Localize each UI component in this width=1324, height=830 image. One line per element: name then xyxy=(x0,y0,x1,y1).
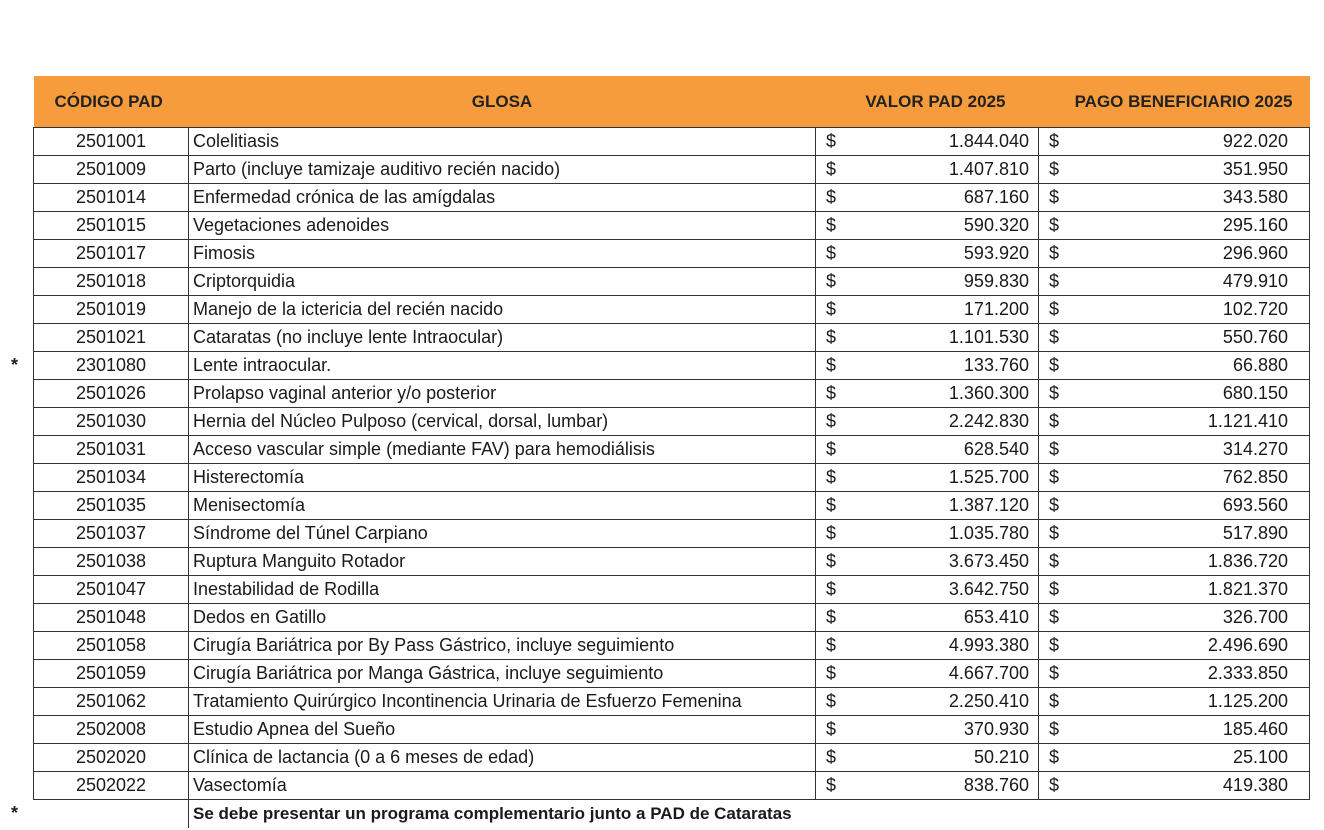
currency-symbol: $ xyxy=(1049,271,1060,291)
table-row xyxy=(34,520,1310,548)
currency-symbol: $ xyxy=(826,663,837,683)
cell-code: 2501058 xyxy=(34,632,189,660)
currency-symbol: $ xyxy=(826,411,837,431)
pago-amount: 66.880 xyxy=(1232,355,1288,375)
cell-code: 2502008 xyxy=(34,716,189,744)
currency-symbol: $ xyxy=(1049,355,1060,375)
currency-symbol: $ xyxy=(1049,243,1060,263)
currency-symbol: $ xyxy=(826,523,837,543)
header-pago: PAGO BENEFICIARIO 2025 xyxy=(1039,76,1310,128)
header-valor: VALOR PAD 2025 xyxy=(816,76,1039,128)
pago-amount: 185.460 xyxy=(1222,719,1288,739)
cell-pago xyxy=(1039,352,1310,380)
cell-glosa: Criptorquidia xyxy=(189,268,816,296)
currency-symbol: $ xyxy=(826,467,837,487)
cell-code: 2501048 xyxy=(34,604,189,632)
valor-amount: 590.320 xyxy=(963,215,1029,235)
cell-code: 2501059 xyxy=(34,660,189,688)
valor-amount: 1.844.040 xyxy=(948,131,1029,151)
table-row xyxy=(34,604,1310,632)
cell-glosa: Menisectomía xyxy=(189,492,816,520)
table-row xyxy=(34,492,1310,520)
cell-pago xyxy=(1039,408,1310,436)
cell-valor xyxy=(816,688,1039,716)
pad-price-table xyxy=(33,76,1310,828)
currency-symbol: $ xyxy=(1049,775,1060,795)
currency-symbol: $ xyxy=(826,383,837,403)
pago-amount: 102.720 xyxy=(1222,299,1288,319)
cell-valor xyxy=(816,744,1039,772)
cell-pago xyxy=(1039,380,1310,408)
cell-code: 2501047 xyxy=(34,576,189,604)
currency-symbol: $ xyxy=(826,243,837,263)
table-row xyxy=(34,296,1310,324)
cell-valor xyxy=(816,576,1039,604)
currency-symbol: $ xyxy=(826,719,837,739)
cell-valor xyxy=(816,772,1039,800)
table-row xyxy=(34,352,1310,380)
currency-symbol: $ xyxy=(826,271,837,291)
table-row xyxy=(34,660,1310,688)
cell-valor xyxy=(816,296,1039,324)
cell-pago xyxy=(1039,492,1310,520)
cell-glosa: Vasectomía xyxy=(189,772,816,800)
cell-code: 2501026 xyxy=(34,380,189,408)
pago-amount: 1.821.370 xyxy=(1207,579,1288,599)
pago-amount: 479.910 xyxy=(1222,271,1288,291)
currency-symbol: $ xyxy=(826,691,837,711)
table-body xyxy=(34,128,1310,829)
cell-code: 2501014 xyxy=(34,184,189,212)
cell-valor xyxy=(816,492,1039,520)
table-row xyxy=(34,324,1310,352)
pago-amount: 25.100 xyxy=(1232,747,1288,767)
currency-symbol: $ xyxy=(826,159,837,179)
valor-amount: 3.642.750 xyxy=(948,579,1029,599)
table-row xyxy=(34,408,1310,436)
valor-amount: 171.200 xyxy=(963,299,1029,319)
asterisk-marker-lente: * xyxy=(11,355,19,375)
valor-amount: 1.407.810 xyxy=(948,159,1029,179)
pago-amount: 1.125.200 xyxy=(1207,691,1288,711)
table-row xyxy=(34,436,1310,464)
pago-amount: 326.700 xyxy=(1222,607,1288,627)
valor-amount: 1.360.300 xyxy=(948,383,1029,403)
cell-glosa: Cirugía Bariátrica por Manga Gástrica, incluye seguimiento xyxy=(189,660,816,688)
cell-code: 2501031 xyxy=(34,436,189,464)
cell-glosa: Inestabilidad de Rodilla xyxy=(189,576,816,604)
cell-valor xyxy=(816,240,1039,268)
currency-symbol: $ xyxy=(826,131,837,151)
cell-code: 2501030 xyxy=(34,408,189,436)
note-empty-cell xyxy=(34,800,189,829)
cell-glosa: Parto (incluye tamizaje auditivo recién nacido) xyxy=(189,156,816,184)
cell-glosa: Lente intraocular. xyxy=(189,352,816,380)
valor-amount: 838.760 xyxy=(963,775,1029,795)
cell-glosa: Vegetaciones adenoides xyxy=(189,212,816,240)
pago-amount: 296.960 xyxy=(1222,243,1288,263)
cell-glosa: Manejo de la ictericia del recién nacido xyxy=(189,296,816,324)
currency-symbol: $ xyxy=(1049,691,1060,711)
currency-symbol: $ xyxy=(826,215,837,235)
valor-amount: 628.540 xyxy=(963,439,1029,459)
cell-code: 2501038 xyxy=(34,548,189,576)
currency-symbol: $ xyxy=(826,775,837,795)
cell-pago xyxy=(1039,688,1310,716)
cell-pago xyxy=(1039,772,1310,800)
cell-pago xyxy=(1039,744,1310,772)
pago-amount: 343.580 xyxy=(1222,187,1288,207)
table-row xyxy=(34,744,1310,772)
cell-glosa: Acceso vascular simple (mediante FAV) para hemodiálisis xyxy=(189,436,816,464)
cell-valor xyxy=(816,156,1039,184)
valor-amount: 4.667.700 xyxy=(948,663,1029,683)
cell-valor xyxy=(816,352,1039,380)
table-row xyxy=(34,212,1310,240)
cell-valor xyxy=(816,548,1039,576)
valor-amount: 959.830 xyxy=(963,271,1029,291)
cell-glosa: Histerectomía xyxy=(189,464,816,492)
asterisk-marker-note: * xyxy=(11,803,19,823)
currency-symbol: $ xyxy=(826,495,837,515)
cell-valor xyxy=(816,464,1039,492)
cell-pago xyxy=(1039,156,1310,184)
cell-pago xyxy=(1039,128,1310,156)
cell-valor xyxy=(816,380,1039,408)
currency-symbol: $ xyxy=(1049,747,1060,767)
cell-valor xyxy=(816,632,1039,660)
currency-symbol: $ xyxy=(826,187,837,207)
pago-amount: 1.121.410 xyxy=(1207,411,1288,431)
cell-valor xyxy=(816,184,1039,212)
cell-code: 2501018 xyxy=(34,268,189,296)
cell-code: 2502022 xyxy=(34,772,189,800)
currency-symbol: $ xyxy=(826,299,837,319)
currency-symbol: $ xyxy=(826,635,837,655)
cell-valor xyxy=(816,436,1039,464)
header-code: CÓDIGO PAD xyxy=(34,76,189,128)
cell-valor xyxy=(816,268,1039,296)
cell-glosa: Estudio Apnea del Sueño xyxy=(189,716,816,744)
valor-amount: 1.387.120 xyxy=(948,495,1029,515)
table-row xyxy=(34,128,1310,156)
cell-glosa: Colelitiasis xyxy=(189,128,816,156)
currency-symbol: $ xyxy=(1049,467,1060,487)
cell-glosa: Clínica de lactancia (0 a 6 meses de edad) xyxy=(189,744,816,772)
table-header-row xyxy=(34,76,1310,128)
cell-code: 2501001 xyxy=(34,128,189,156)
cell-pago xyxy=(1039,212,1310,240)
note-row xyxy=(34,800,1310,829)
cell-glosa: Hernia del Núcleo Pulposo (cervical, dorsal, lumbar) xyxy=(189,408,816,436)
cell-pago xyxy=(1039,632,1310,660)
currency-symbol: $ xyxy=(1049,215,1060,235)
pago-amount: 2.496.690 xyxy=(1207,635,1288,655)
currency-symbol: $ xyxy=(1049,579,1060,599)
currency-symbol: $ xyxy=(1049,495,1060,515)
cell-pago xyxy=(1039,464,1310,492)
pago-amount: 693.560 xyxy=(1222,495,1288,515)
table-row xyxy=(34,156,1310,184)
cell-glosa: Enfermedad crónica de las amígdalas xyxy=(189,184,816,212)
currency-symbol: $ xyxy=(1049,411,1060,431)
cell-code: 2501037 xyxy=(34,520,189,548)
cell-code: 2501021 xyxy=(34,324,189,352)
pago-amount: 351.950 xyxy=(1222,159,1288,179)
cell-glosa: Prolapso vaginal anterior y/o posterior xyxy=(189,380,816,408)
valor-amount: 370.930 xyxy=(963,719,1029,739)
table-row xyxy=(34,380,1310,408)
currency-symbol: $ xyxy=(826,551,837,571)
pago-amount: 314.270 xyxy=(1222,439,1288,459)
cell-code: 2501034 xyxy=(34,464,189,492)
valor-amount: 687.160 xyxy=(963,187,1029,207)
valor-amount: 1.101.530 xyxy=(948,327,1029,347)
table-row xyxy=(34,184,1310,212)
currency-symbol: $ xyxy=(1049,187,1060,207)
currency-symbol: $ xyxy=(1049,327,1060,347)
header-glosa: GLOSA xyxy=(189,76,816,128)
cell-valor xyxy=(816,604,1039,632)
cell-valor xyxy=(816,660,1039,688)
cell-pago xyxy=(1039,660,1310,688)
valor-amount: 2.242.830 xyxy=(948,411,1029,431)
currency-symbol: $ xyxy=(826,439,837,459)
pad-price-table-container xyxy=(33,76,1309,828)
cell-code: 2501009 xyxy=(34,156,189,184)
cell-code: 2301080 xyxy=(34,352,189,380)
table-row xyxy=(34,716,1310,744)
table-row xyxy=(34,688,1310,716)
table-row xyxy=(34,268,1310,296)
currency-symbol: $ xyxy=(826,579,837,599)
cell-valor xyxy=(816,408,1039,436)
cell-pago xyxy=(1039,268,1310,296)
currency-symbol: $ xyxy=(826,607,837,627)
pago-amount: 550.760 xyxy=(1222,327,1288,347)
table-row xyxy=(34,576,1310,604)
cell-glosa: Síndrome del Túnel Carpiano xyxy=(189,520,816,548)
currency-symbol: $ xyxy=(1049,299,1060,319)
pago-amount: 922.020 xyxy=(1222,131,1288,151)
table-row xyxy=(34,548,1310,576)
pago-amount: 1.836.720 xyxy=(1207,551,1288,571)
cell-valor xyxy=(816,128,1039,156)
cell-glosa: Ruptura Manguito Rotador xyxy=(189,548,816,576)
currency-symbol: $ xyxy=(1049,439,1060,459)
table-row xyxy=(34,464,1310,492)
currency-symbol: $ xyxy=(1049,159,1060,179)
cell-pago xyxy=(1039,240,1310,268)
cell-pago xyxy=(1039,716,1310,744)
table-row xyxy=(34,632,1310,660)
cell-pago xyxy=(1039,548,1310,576)
valor-amount: 133.760 xyxy=(963,355,1029,375)
currency-symbol: $ xyxy=(1049,635,1060,655)
currency-symbol: $ xyxy=(1049,719,1060,739)
cell-code: 2501015 xyxy=(34,212,189,240)
currency-symbol: $ xyxy=(1049,663,1060,683)
pago-amount: 295.160 xyxy=(1222,215,1288,235)
currency-symbol: $ xyxy=(1049,523,1060,543)
cell-valor xyxy=(816,716,1039,744)
valor-amount: 4.993.380 xyxy=(948,635,1029,655)
pago-amount: 517.890 xyxy=(1222,523,1288,543)
valor-amount: 2.250.410 xyxy=(948,691,1029,711)
currency-symbol: $ xyxy=(1049,607,1060,627)
cell-code: 2501017 xyxy=(34,240,189,268)
currency-symbol: $ xyxy=(1049,383,1060,403)
cell-glosa: Cirugía Bariátrica por By Pass Gástrico, incluye seguimiento xyxy=(189,632,816,660)
valor-amount: 1.035.780 xyxy=(948,523,1029,543)
currency-symbol: $ xyxy=(1049,131,1060,151)
currency-symbol: $ xyxy=(1049,551,1060,571)
pago-amount: 2.333.850 xyxy=(1207,663,1288,683)
valor-amount: 653.410 xyxy=(963,607,1029,627)
valor-amount: 593.920 xyxy=(963,243,1029,263)
cell-glosa: Dedos en Gatillo xyxy=(189,604,816,632)
cell-valor xyxy=(816,212,1039,240)
pago-amount: 680.150 xyxy=(1222,383,1288,403)
cell-pago xyxy=(1039,576,1310,604)
cell-pago xyxy=(1039,436,1310,464)
cell-glosa: Tratamiento Quirúrgico Incontinencia Urinaria de Esfuerzo Femenina xyxy=(189,688,816,716)
currency-symbol: $ xyxy=(826,327,837,347)
cell-pago xyxy=(1039,184,1310,212)
table-row xyxy=(34,240,1310,268)
pago-amount: 419.380 xyxy=(1222,775,1288,795)
cell-code: 2501019 xyxy=(34,296,189,324)
cell-glosa: Cataratas (no incluye lente Intraocular) xyxy=(189,324,816,352)
table-row xyxy=(34,772,1310,800)
valor-amount: 50.210 xyxy=(973,747,1029,767)
currency-symbol: $ xyxy=(826,355,837,375)
cell-code: 2501035 xyxy=(34,492,189,520)
cell-glosa: Fimosis xyxy=(189,240,816,268)
valor-amount: 1.525.700 xyxy=(948,467,1029,487)
cell-valor xyxy=(816,324,1039,352)
cell-pago xyxy=(1039,604,1310,632)
valor-amount: 3.673.450 xyxy=(948,551,1029,571)
cell-pago xyxy=(1039,324,1310,352)
footnote-text: Se debe presentar un programa complementario junto a PAD de Cataratas xyxy=(189,800,1310,829)
cell-pago xyxy=(1039,520,1310,548)
currency-symbol: $ xyxy=(826,747,837,767)
cell-code: 2502020 xyxy=(34,744,189,772)
cell-pago xyxy=(1039,296,1310,324)
pago-amount: 762.850 xyxy=(1222,467,1288,487)
cell-valor xyxy=(816,520,1039,548)
cell-code: 2501062 xyxy=(34,688,189,716)
